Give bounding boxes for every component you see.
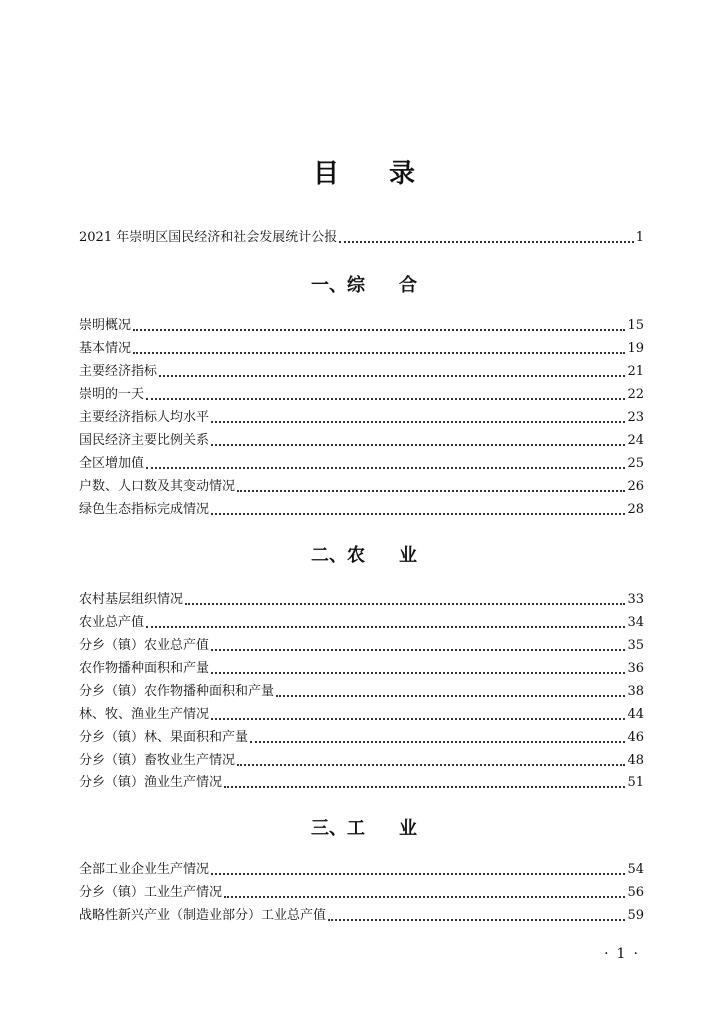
section-heading-1 [0, 273, 728, 299]
toc-entry[interactable] [79, 431, 644, 451]
toc-entry[interactable] [79, 362, 644, 382]
footer-page-number: 1 [616, 946, 626, 962]
toc-entry-page: 19 [627, 341, 644, 356]
toc-entry[interactable] [79, 906, 644, 926]
toc-entry-label: 崇明概况 [79, 318, 132, 333]
dot-leader [133, 319, 625, 331]
section-heading-suffix: 业 [399, 545, 417, 566]
toc-entry[interactable] [79, 316, 644, 336]
dot-leader [211, 708, 625, 720]
toc-entry-label: 分乡（镇）工业生产情况 [79, 885, 223, 900]
toc-entry-page: 21 [627, 364, 644, 379]
toc-entry-label: 全区增加值 [79, 456, 145, 471]
toc-entry-page: 33 [627, 592, 644, 607]
toc-entry-page: 44 [627, 707, 644, 722]
footer-dot-right: · [633, 946, 638, 962]
toc-entry-page: 36 [627, 661, 644, 676]
toc-entry-label: 农业总产值 [79, 615, 145, 630]
toc-entry-label: 国民经济主要比例关系 [79, 433, 210, 448]
toc-entry[interactable] [79, 454, 644, 474]
toc-entry-label: 农作物播种面积和产量 [79, 661, 210, 676]
section-heading-3 [0, 816, 728, 842]
dot-leader [237, 754, 625, 766]
toc-entry[interactable] [79, 613, 644, 633]
toc-entry[interactable] [79, 682, 644, 702]
toc-entry-label: 主要经济指标 [79, 364, 158, 379]
toc-entry-page: 22 [627, 387, 644, 402]
toc-entry[interactable] [79, 339, 644, 359]
toc-entry-page: 48 [627, 753, 644, 768]
toc-entry[interactable] [79, 773, 644, 793]
toc-entry[interactable] [79, 590, 644, 610]
toc-entry-label: 分乡（镇）畜牧业生产情况 [79, 753, 236, 768]
toc-entry-label: 分乡（镇）渔业生产情况 [79, 775, 223, 790]
toc-entry[interactable] [79, 860, 644, 880]
toc-entry-page: 38 [627, 684, 644, 699]
toc-entry-page: 46 [627, 730, 644, 745]
dot-leader [276, 685, 625, 697]
toc-entry[interactable] [79, 477, 644, 497]
dot-leader [211, 662, 625, 674]
dot-leader [159, 365, 625, 377]
dot-leader [339, 231, 634, 243]
dot-leader [224, 776, 625, 788]
dot-leader [146, 457, 625, 469]
toc-entry[interactable] [79, 705, 644, 725]
toc-entry-page: 56 [627, 885, 644, 900]
page-title-part1: 目 [312, 159, 339, 189]
toc-entry-label: 2021 年崇明区国民经济和社会发展统计公报 [79, 230, 338, 245]
dot-leader [133, 342, 625, 354]
toc-entry[interactable] [79, 636, 644, 656]
toc-entry-label: 基本情况 [79, 341, 132, 356]
toc-entry-page: 25 [627, 456, 644, 471]
dot-leader [185, 593, 625, 605]
toc-entry-label: 主要经济指标人均水平 [79, 410, 210, 425]
toc-entry-page: 28 [627, 502, 644, 517]
toc-entry-label: 绿色生态指标完成情况 [79, 502, 210, 517]
toc-entry-label: 全部工业企业生产情况 [79, 862, 210, 877]
section-heading-prefix: 二、农 [311, 545, 365, 566]
toc-entry[interactable] [79, 500, 644, 520]
dot-leader [211, 639, 625, 651]
dot-leader [250, 731, 625, 743]
toc-entry-page: 59 [627, 908, 644, 923]
toc-entry-page: 1 [635, 230, 644, 245]
toc-entry[interactable] [79, 408, 644, 428]
dot-leader [224, 886, 625, 898]
toc-entry-label: 农村基层组织情况 [79, 592, 184, 607]
page-title-part2: 录 [389, 159, 416, 189]
toc-entry-label: 户数、人口数及其变动情况 [79, 479, 236, 494]
dot-leader [237, 480, 625, 492]
toc-entry-page: 23 [627, 410, 644, 425]
section-heading-suffix: 业 [399, 818, 417, 839]
toc-entry-page: 24 [627, 433, 644, 448]
dot-leader [328, 909, 625, 921]
toc-entry-page: 35 [627, 638, 644, 653]
toc-entry-page: 54 [627, 862, 644, 877]
dot-leader [211, 434, 625, 446]
footer-dot-left: · [604, 946, 609, 962]
toc-entry[interactable] [79, 728, 644, 748]
toc-entry[interactable] [79, 751, 644, 771]
toc-entry-intro[interactable] [79, 228, 644, 248]
toc-entry-label: 分乡（镇）农作物播种面积和产量 [79, 684, 275, 699]
toc-entry[interactable] [79, 883, 644, 903]
page-footer [596, 944, 646, 964]
section-heading-prefix: 一、综 [311, 275, 365, 296]
dot-leader [146, 388, 625, 400]
section-heading-suffix: 合 [399, 275, 417, 296]
toc-entry-label: 战略性新兴产业（制造业部分）工业总产值 [79, 908, 327, 923]
toc-entry[interactable] [79, 385, 644, 405]
dot-leader [146, 616, 625, 628]
toc-entry-page: 51 [627, 775, 644, 790]
toc-entry-page: 34 [627, 615, 644, 630]
toc-entry-label: 分乡（镇）农业总产值 [79, 638, 210, 653]
toc-entry-page: 15 [627, 318, 644, 333]
dot-leader [211, 863, 625, 875]
toc-entry-page: 26 [627, 479, 644, 494]
page-title [0, 156, 728, 192]
section-heading-prefix: 三、工 [311, 818, 365, 839]
dot-leader [211, 411, 625, 423]
section-heading-2 [0, 543, 728, 569]
dot-leader [211, 503, 625, 515]
toc-entry-label: 林、牧、渔业生产情况 [79, 707, 210, 722]
toc-entry-label: 分乡（镇）林、果面积和产量 [79, 730, 249, 745]
toc-entry-label: 崇明的一天 [79, 387, 145, 402]
toc-entry[interactable] [79, 659, 644, 679]
